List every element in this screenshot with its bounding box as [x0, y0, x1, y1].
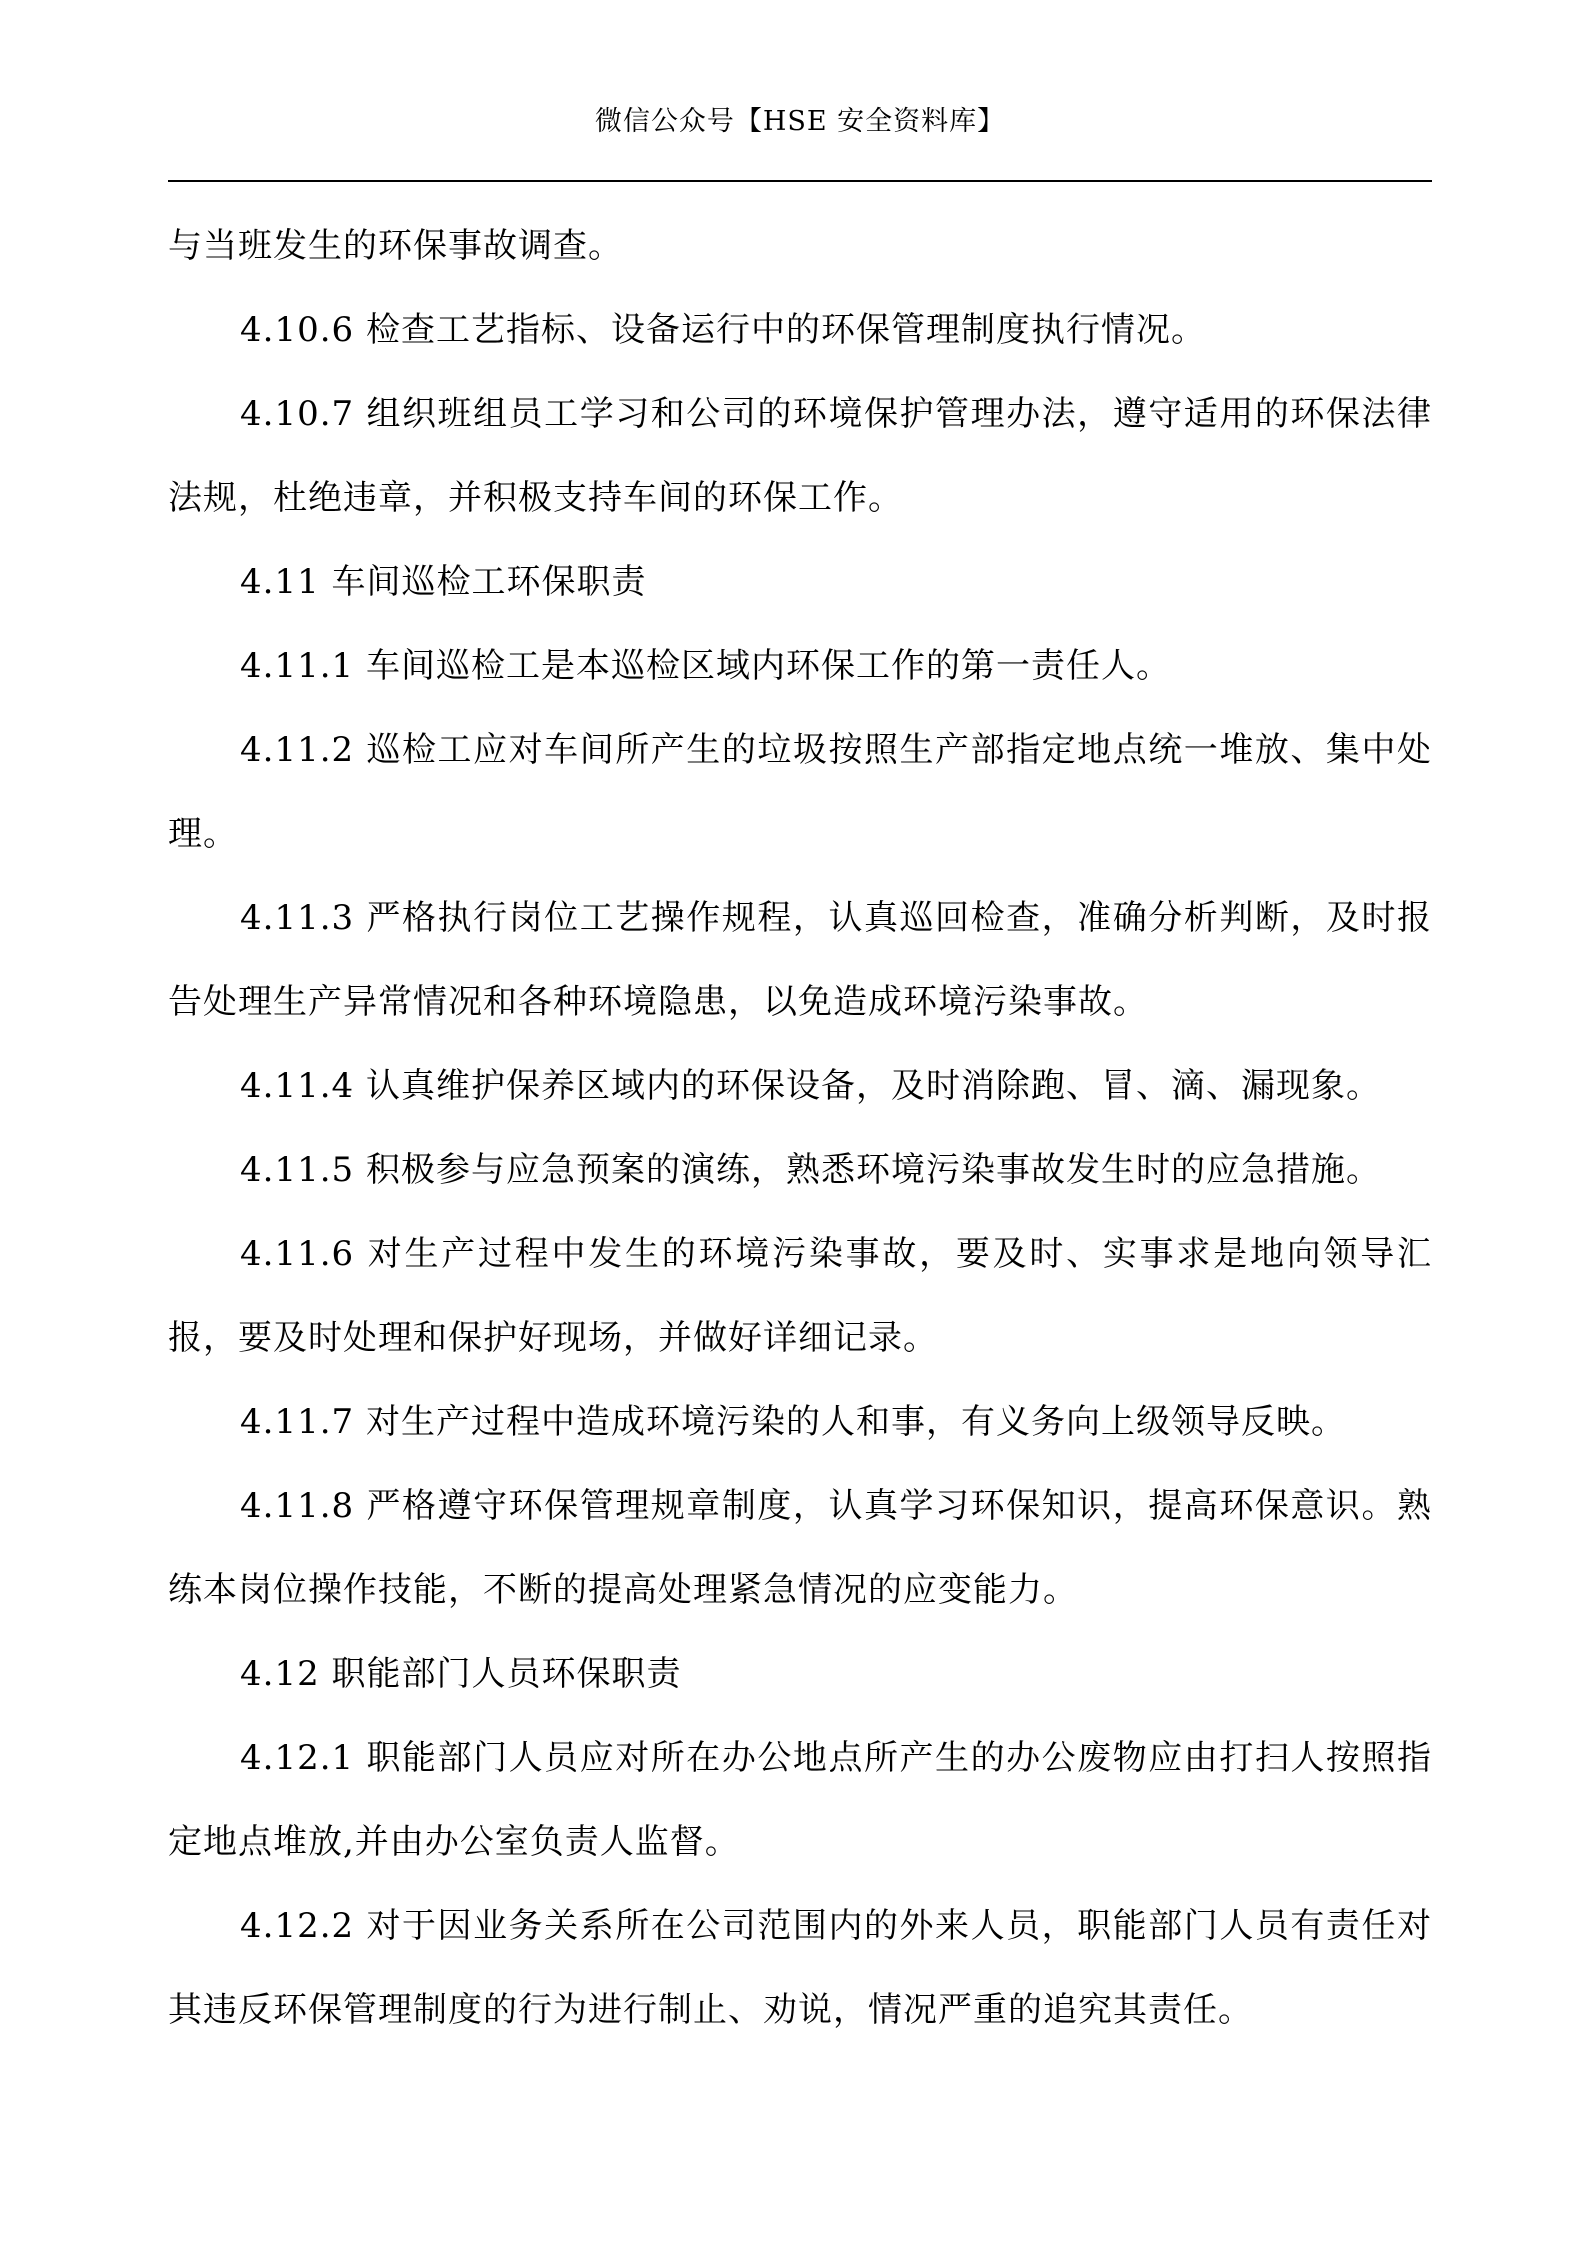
- header-title: 微信公众号【HSE 安全资料库】: [594, 106, 1006, 137]
- paragraph: 4.11.7 对生产过程中造成环境污染的人和事，有义务向上级领导反映。: [240, 1402, 1346, 1442]
- paragraph: 4.11.6 对生产过程中发生的环境污染事故，要及时、实事求是地向领导汇报，要及时处理和保护好现场，并做好详细记录。: [168, 1234, 1432, 1358]
- paragraph: 4.11.3 严格执行岗位工艺操作规程，认真巡回检查，准确分析判断，及时报告处理生产异常情况和各种环境隐患，以免造成环境污染事故。: [168, 898, 1432, 1022]
- paragraph: 4.11.1 车间巡检工是本巡检区域内环保工作的第一责任人。: [240, 646, 1171, 686]
- page-header: [168, 104, 1432, 140]
- paragraph: 4.10.6 检查工艺指标、设备运行中的环保管理制度执行情况。: [240, 310, 1206, 350]
- section-heading: 4.11 车间巡检工环保职责: [240, 562, 647, 602]
- paragraph: 4.11.2 巡检工应对车间所产生的垃圾按照生产部指定地点统一堆放、集中处理。: [168, 730, 1432, 854]
- paragraph: 4.11.5 积极参与应急预案的演练，熟悉环境污染事故发生时的应急措施。: [240, 1150, 1381, 1190]
- paragraph: 4.10.7 组织班组员工学习和公司的环境保护管理办法，遵守适用的环保法律法规，杜绝违章，并积极支持车间的环保工作。: [168, 394, 1432, 518]
- document-body: [168, 204, 1432, 2052]
- paragraph: 4.12.1 职能部门人员应对所在办公地点所产生的办公废物应由打扫人按照指定地点堆放,并由办公室负责人监督。: [168, 1738, 1432, 1862]
- paragraph: 4.11.8 严格遵守环保管理规章制度，认真学习环保知识，提高环保意识。熟练本岗位操作技能，不断的提高处理紧急情况的应变能力。: [168, 1486, 1432, 1610]
- header-divider: [168, 180, 1432, 182]
- paragraph: 4.12.2 对于因业务关系所在公司范围内的外来人员，职能部门人员有责任对其违反环保管理制度的行为进行制止、劝说，情况严重的追究其责任。: [168, 1906, 1432, 2030]
- section-heading: 4.12 职能部门人员环保职责: [240, 1654, 682, 1694]
- paragraph: 与当班发生的环保事故调查。: [168, 226, 623, 266]
- paragraph: 4.11.4 认真维护保养区域内的环保设备，及时消除跑、冒、滴、漏现象。: [240, 1066, 1381, 1106]
